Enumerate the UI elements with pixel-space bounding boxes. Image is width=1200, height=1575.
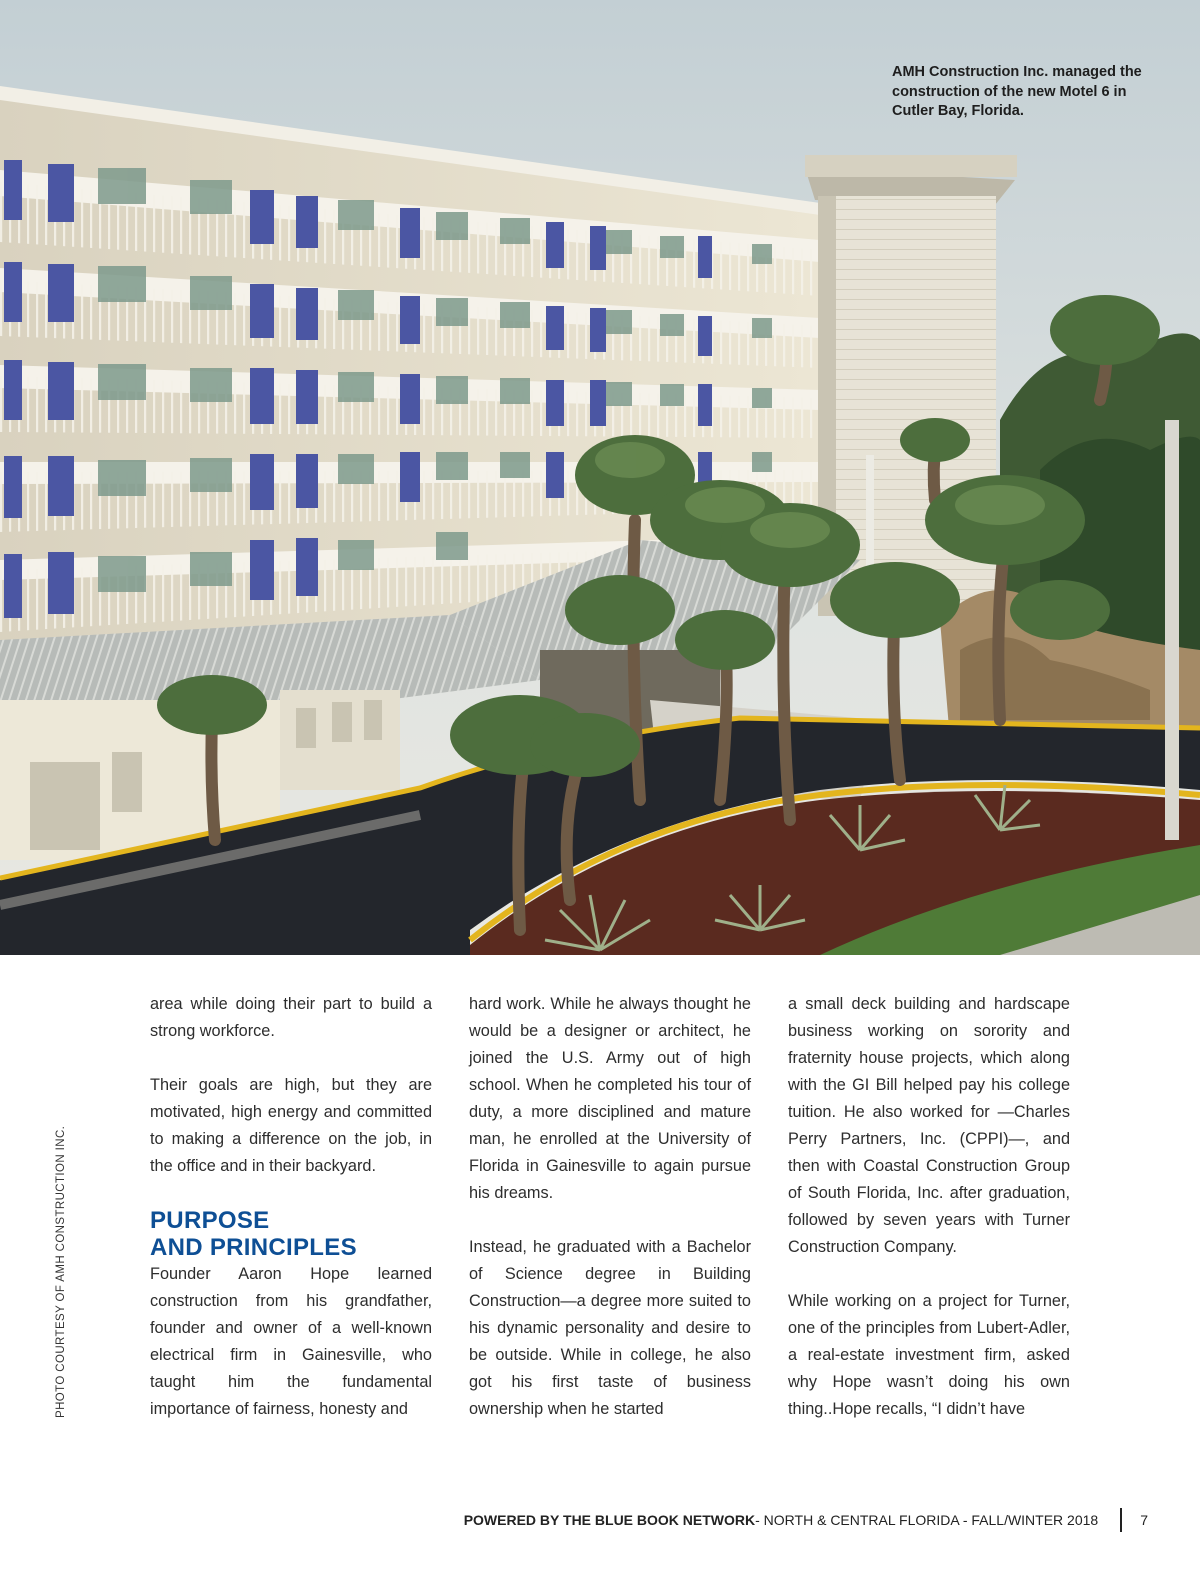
article-column-3: [788, 991, 1070, 1423]
paragraph: Their goals are high, but they are motivated, high energy and committed to making a difference on the job, in the office and in their backyard.: [150, 1076, 432, 1175]
article-column-2: [469, 991, 751, 1423]
article-column-1: [150, 991, 432, 1423]
section-heading-line-2: AND PRINCIPLES: [150, 1234, 357, 1261]
footer-edition: - NORTH & CENTRAL FLORIDA - FALL/WINTER 2018: [755, 1512, 1099, 1528]
photo-credit: PHOTO COURTESY OF AMH CONSTRUCTION INC.: [55, 1125, 67, 1418]
paragraph: a small deck building and hardscape business working on sorority and fraternity house projects, which along with the GI Bill helped pay his college tuition. He also worked for —Charles Perry Partners, Inc. (CPPI)—, and then with Coastal Construction Group of South Florida, Inc. after graduation, followed by seven years with Turner Construction Company.: [788, 995, 1070, 1256]
page-footer: [464, 1508, 1148, 1532]
paragraph: Founder Aaron Hope learned construction from his grandfather, founder and owner of a well-known electrical firm in Gainesville, who taught him the fundamental importance of fairness, honesty and: [150, 1265, 432, 1418]
section-heading-line-1: PURPOSE: [150, 1207, 270, 1234]
photo-caption: AMH Construction Inc. managed the construction of the new Motel 6 in Cutler Bay, Florida.: [892, 64, 1142, 119]
paragraph: Instead, he graduated with a Bachelor of Science degree in Building Construction—a degree more suited to his dynamic personality and desire to be outside. While in college, he also got his first taste of business ownership when he started: [469, 1238, 751, 1418]
footer-divider: [1120, 1508, 1122, 1532]
paragraph: While working on a project for Turner, one of the principles from Lubert-Adler, a real-estate investment firm, asked why Hope wasn’t doing his own thing..Hope recalls, “I didn’t have: [788, 1292, 1070, 1418]
paragraph: hard work. While he always thought he would be a designer or architect, he joined the U.S. Army out of high school. When he completed his tour of duty, a more disciplined and mature man, he enrolled at the University of Florida in Gainesville to again pursue his dreams.: [469, 995, 751, 1202]
page-number: 7: [1140, 1512, 1148, 1528]
footer-brand: POWERED BY THE BLUE BOOK NETWORK: [463, 1512, 756, 1528]
paragraph: area while doing their part to build a strong workforce.: [150, 995, 432, 1040]
section-heading: [150, 1207, 432, 1261]
